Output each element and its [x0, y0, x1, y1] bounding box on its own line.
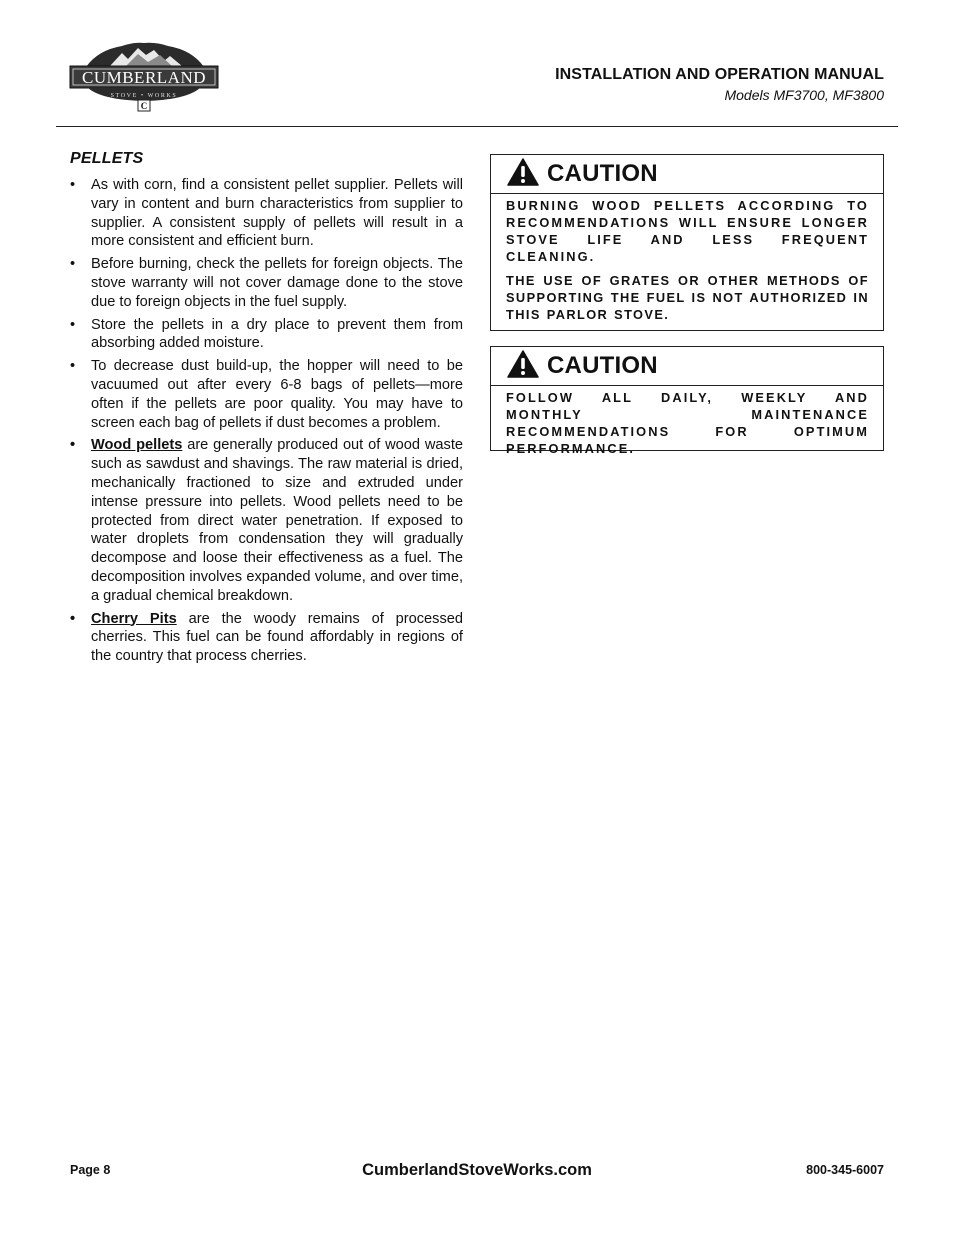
caution-heading: CAUTION: [547, 160, 658, 187]
header-divider: [56, 126, 898, 127]
caution-paragraph: BURNING WOOD PELLETS ACCORDING TO RECOMMENDATIONS WILL ENSURE LONGER STOVE LIFE AND LESS FREQUENT CLEANING.: [506, 198, 869, 264]
phone-number: 800-345-6007: [806, 1163, 884, 1177]
section-title: PELLETS: [70, 150, 144, 167]
bullet-text: are generally produced out of wood waste such as sawdust and shavings. The raw material is dried, mechanically fractioned to size and extruded under intense pressure into pellets. Wood pellets need to be protected from direct water penetration. If exposed to water droplets from condensation they will gradually decompose and loose their effectiveness as a fuel. The decomposition involves expanded volume, and over time, a gradual chemical breakdown.: [91, 437, 463, 604]
bullet-text: Store the pellets in a dry place to prevent them from absorbing added moisture.: [91, 316, 463, 352]
website-link: CumberlandStoveWorks.com: [362, 1161, 592, 1179]
bullet-icon: •: [70, 316, 76, 333]
caution-heading: CAUTION: [547, 352, 658, 379]
bullet-list: [70, 176, 463, 666]
caution-box: [490, 154, 884, 331]
bullet-text: Before burning, check the pellets for foreign objects. The stove warranty will not cover damage done to the stove due to foreign objects in the fuel supply.: [91, 256, 463, 310]
bullet-term: Wood pellets: [91, 437, 183, 454]
bullet-text: To decrease dust build-up, the hopper will need to be vacuumed out after every 6-8 bags of pellets—more often if the pellets are poor quality. You may have to screen each bag of pellets if dust becomes a problem.: [91, 358, 463, 431]
warning-icon: [507, 350, 539, 378]
bullet-icon: •: [70, 177, 76, 193]
page-number: Page 8: [70, 1163, 111, 1177]
caution-header: [491, 155, 883, 194]
manual-models: Models MF3700, MF3800: [724, 87, 884, 103]
logo-mark: C: [140, 101, 148, 111]
list-item: [70, 357, 463, 432]
manual-title: INSTALLATION AND OPERATION MANUAL: [555, 66, 884, 83]
caution-box: [490, 346, 884, 456]
caution-body: [491, 194, 883, 323]
bullet-icon: •: [70, 610, 76, 627]
bullet-text: As with corn, find a consistent pellet supplier. Pellets will vary in content and burn characteristics from supplier to supplier. A consistent supply of pellets will result in a more consistent and efficient burn.: [91, 177, 463, 250]
caution-header: [491, 347, 883, 386]
list-item: [70, 316, 463, 354]
document-header: [555, 66, 884, 103]
list-item: [70, 610, 463, 666]
logo-tagline: STOVE • WORKS: [110, 93, 178, 99]
pellets-section: [70, 150, 463, 670]
list-item: [70, 176, 463, 251]
logo-brand: CUMBERLAND: [81, 68, 207, 87]
list-item: [70, 255, 463, 311]
caution-body: [491, 386, 883, 457]
bullet-icon: •: [70, 256, 76, 273]
caution-paragraph: THE USE OF GRATES OR OTHER METHODS OF SUPPORTING THE FUEL IS NOT AUTHORIZED IN THIS PARLOR STOVE.: [506, 273, 869, 322]
caution-paragraph: FOLLOW ALL DAILY, WEEKLY AND MONTHLY MAINTENANCE RECOMMENDATIONS FOR OPTIMUM PERFORMANCE.: [506, 390, 869, 456]
bullet-text: are the woody remains of processed cherries. This fuel can be found affordably in regions of the country that process cherries.: [91, 610, 463, 665]
bullet-icon: •: [70, 358, 76, 375]
bullet-term: Cherry Pits: [91, 610, 177, 627]
cumberland-logo: [68, 40, 220, 112]
list-item: [70, 436, 463, 605]
warning-icon: [507, 158, 539, 186]
bullet-icon: •: [70, 437, 76, 454]
